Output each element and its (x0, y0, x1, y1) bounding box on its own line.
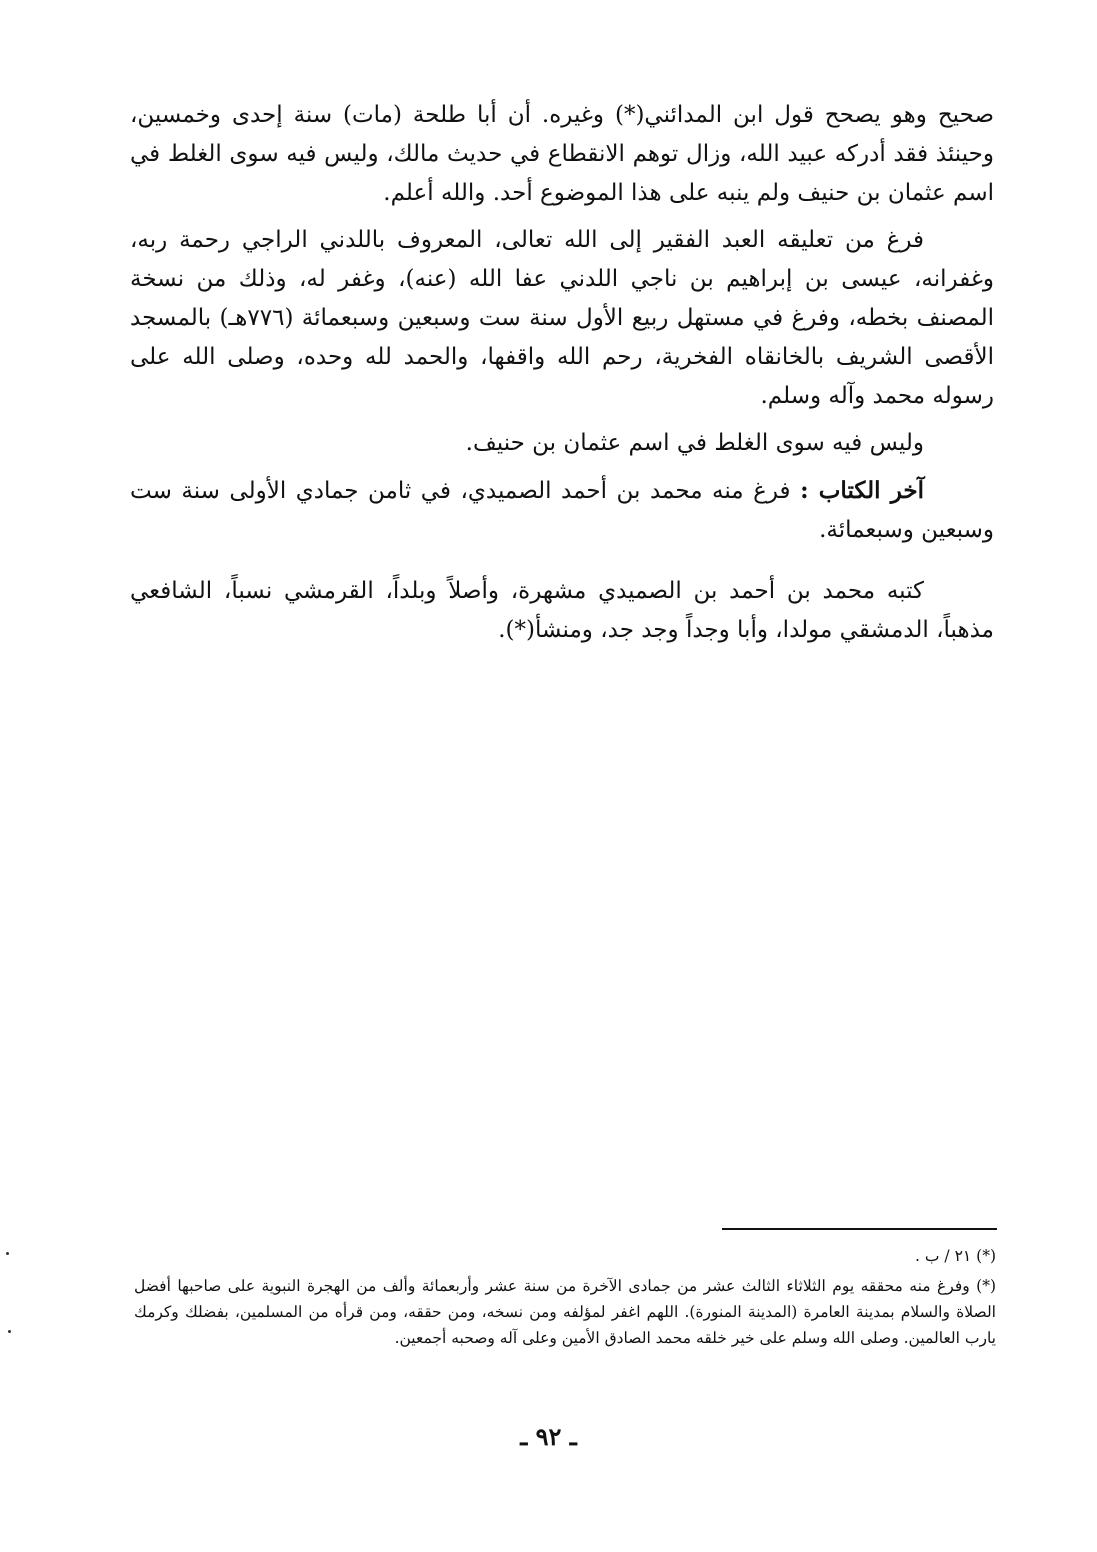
paragraph-5: كتبه محمد بن أحمد بن الصميدي مشهرة، وأصلاً وبلداً، القرمشي نسباً، الشافعي مذهباً، الدمشقي مولدا، وأبا وجداً وجد جد، ومنشأ(*). (130, 578, 994, 643)
footnote-2: (*) وفرغ منه محققه يوم الثلاثاء الثالث عشر من جمادى الآخرة من سنة عشر وأربعمائة وألف من الهجرة النبوية على صاحبها أفضل الصلاة والسلام بمدينة العامرة (المدينة المنورة). اللهم اغفر لمؤلفه ومن نسخه، ومن حققه، ومن قرأه من المسلمين، بفضلك وكرمك يارب العالمين. وصلى الله وسلم على خير خلقه محمد الصادق الأمين وعلى آله وصحبه أجمعين. (134, 1277, 996, 1347)
book-end-label: آخر الكتاب : (800, 477, 924, 504)
paragraph-2: فرغ من تعليقه العبد الفقير إلى الله تعالى، المعروف باللدني الراجي رحمة ربه، وغفرانه، عيسى بن إبراهيم بن ناجي اللدني عفا الله (عنه)، وغفر له، وذلك من نسخة المصنف بخطه، وفرغ في مستهل ربيع الأول سنة ست وسبعين وسبعمائة (٧٧٦هـ) بالمسجد الأقصى الشريف بالخانقاه الفخرية، رحم الله واقفها، والحمد لله وحده، وصلى الله على رسوله محمد وآله وسلم. (130, 227, 994, 409)
paragraph-3: وليس فيه سوى الغلط في اسم عثمان بن حنيف. (465, 430, 924, 456)
scan-speck (6, 1252, 9, 1255)
footnotes (134, 1243, 996, 1355)
scan-speck (8, 1330, 11, 1333)
footnote-divider (722, 1228, 997, 1230)
page-number: ـ ٩٢ ـ (520, 1422, 577, 1451)
paragraph-1: صحيح وهو يصحح قول ابن المدائني(*) وغيره. أن أبا طلحة (مات) سنة إحدى وخمسين، وحينئذ فقد أدركه عبيد الله، وزال توهم الانقطاع في حديث مالك، وليس فيه سوى الغلط في اسم عثمان بن حنيف ولم ينبه على هذا الموضوع أحد. والله أعلم. (130, 102, 994, 206)
main-text (130, 96, 994, 658)
book-end-text: فرغ منه محمد بن أحمد الصميدي، في ثامن جمادي الأولى سنة ست وسبعين وسبعمائة. (130, 478, 994, 543)
footnote-1: (*) ٢١ / ب . (915, 1247, 996, 1265)
paragraph-4 (130, 471, 994, 550)
